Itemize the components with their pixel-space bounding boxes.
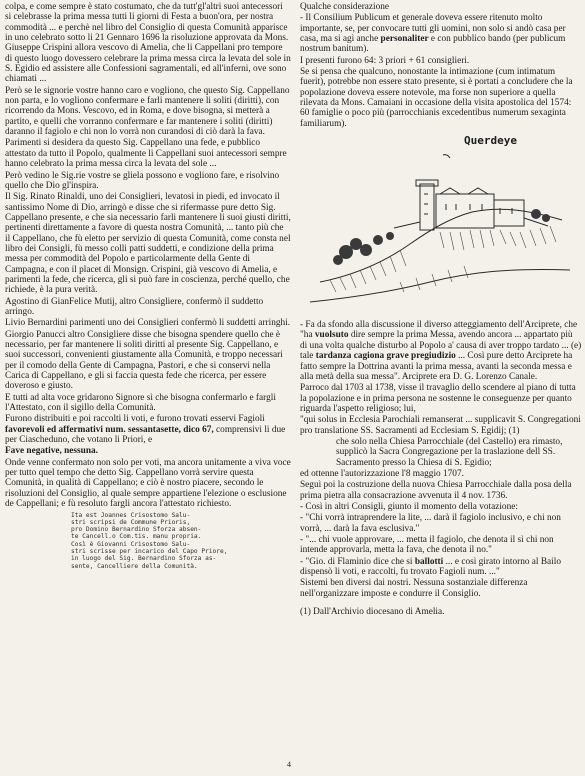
right-paragraph-5: Parroco dal 1703 al 1738, visse il travaglio dello scendere al piano di tutta la popolazione e in prima persona ne sostenne le conseguenze per quanto riguarda l'aspetto religioso; lui, [300, 383, 576, 414]
p1-bold: personaliter [380, 34, 429, 45]
footnote-line: stri scrisse per incarico del Capo Priore, [71, 547, 228, 555]
vote-bold: favorevoli ed affermativi num. sessantasette, dico 67, [5, 424, 214, 435]
left-paragraph-4: Però vedino le Sig.rie vostre se gliela possono e vogliono fare, e risolvino quello che Dio gl'inspira. [5, 170, 280, 191]
vote-rest: comprensivi li due per Ciascheduno, che votano li Priori, e [5, 424, 286, 446]
vote-quote-3 [300, 557, 582, 578]
notary-footnote [71, 512, 291, 570]
closing-paragraph: Onde venne confermato non solo per voti, ma ancora unitamente a viva voce per tutto quel tempo che detto Sig. Cappellano vorrà servire questa Comunità, in qualità di Cappellano; e ciò è nostro piacere, secondo le risoluzioni del Consiglio, al quale sempre appartiene l'elezione o esclusione de Cappellani; e fù resoluto fargli ancora l'attestato richiesto. [5, 457, 291, 510]
left-paragraph-2: Però se le signorie vostre hanno caro e vogliono, che questo Sig. Cappellano non parta, e lo vogliono confermare e farli mantenere li soliti (diritti), con ricorrendo da Mons. Vescovo, ed in Roma, e dove bisogna, si metterà a partito, e quelli che vorranno confermare e far mantenere i soliti (diritti) daranno il fagiolo e chi non lo vorrà non curandosi di ciò darà la fava. [5, 85, 290, 138]
footnote-line: pro Domino Bernardino Sforza absen- [71, 526, 202, 534]
p4-a: - Fa da sfondo alla discussione il diverso atteggiamento dell'Arciprete, che "ha [300, 320, 578, 341]
translation-quote: che solo nella Chiesa Parrocchiale (del Castello) era rimasto, supplicò la Sacra Congregazione per la traslazione dell SS. Sacramento presso la Chiesa di S. Egidio; [336, 436, 563, 468]
left-column [5, 2, 291, 570]
left-paragraph-9: E tutti ad alta voce gridarono Signore sì che bisogna confermarlo e fargli l'Attestato, con il sigillo della Comunità. [5, 392, 276, 414]
sketch-caption: Querdeye [464, 134, 517, 148]
castle-drawing [300, 132, 582, 316]
p4-c: dire sempre la prima Messa, avendo ancora ... appartato più di una volta qualche disturbo al Popolo a' causa di aver troppo tardato ... (e) tale [300, 330, 582, 362]
section-heading: Qualche considerazione [300, 2, 390, 12]
footnote-line: Ita est Joannes Crisostomo Salu- [71, 511, 191, 519]
p4-bold-2: tardanza cagiona grave pregiudizio [315, 351, 456, 362]
right-paragraph-9: Seguì poi la costruzione della nuova Chiesa Parrocchiale dalla posa della prima pietra alla consacrazione avvenuta il 4 nov. 1736. [300, 480, 572, 501]
right-paragraph-8: ed ottenne l'autorizzazione l'8 maggio 1707. [300, 468, 464, 479]
right-paragraph-3: Se si pensa che qualcuno, nonostante la intimazione (cum intimatum fuerit), potrebbe non essere stato presente, si è portati a concludere che la popolazione doveva essere notevole, ma forse non superiore a quella rilevata da Mons. Camaiani in occasione della visita apostolica del 1574: 60 famiglie o poco più (parrocchianis excedentibus numerum sexaginta familiarum). [300, 67, 573, 129]
vote-quote-2: - "... chi vuole approvare, ... metta il fagiolo, che denota il sì chi non intende approvarla, metta la fava, che denota il no." [300, 535, 554, 556]
left-paragraph-6: Agostino di GianFelice Mutij, altro Consigliere, confermò il suddetto arringo. [5, 296, 264, 317]
footnote-line: stri scripsi de Commune Prioris, [71, 518, 191, 526]
footnote-line: Così è Giovanni Crisostomo Salu- [71, 540, 191, 548]
p4-bold-1: vuolsuto [314, 330, 349, 341]
q3-a: - "Gio. di Flaminio dice che si [300, 556, 415, 567]
right-paragraph-10: - Così in altri Consigli, giunto il momento della votazione: [300, 501, 518, 512]
right-paragraph-2: I presenti furono 64: 3 priori + 61 consiglieri. [300, 55, 470, 66]
archive-footnote: (1) Dall'Archivio diocesano di Amelia. [300, 607, 445, 618]
latin-quote: "qui solus in Ecclesia Parochiali remanserat ... supplicavit S. Congregationi pro translatione SS. Sacramenti ad Ecclesiam S. Egidij; (1) [300, 415, 581, 436]
right-paragraph-1 [300, 13, 582, 54]
left-paragraph-1: colpa, e come sempre è stato costumato, che da tutt'gl'altri suoi antecessori si celebrasse la prima messa tutti li giorni di Festa a buon'ora, per nostra commodità ... e perchè nel libro del Consiglio di questa Comunità apparisce in uno celebrato sotto li 21 Gennaro 1696 la risoluzione approvata da Mons. Giuseppe Crispini allora vescovo di Amelia, che li Cappellani pro tempore di questo luogo dovessero celebrare la prima messa circa la levata del sole in S. Egidio ed assistere alle Confessioni sagramentali, ed all'inferni, ove sono chiamati ... [5, 2, 291, 85]
footnote-line: in luogo del Sig. Bernardino Sforza as- [71, 555, 217, 563]
page-number: 4 [287, 760, 291, 769]
left-paragraph-5: Il Sig. Rinato Rinaldi, uno dei Consiglieri, levatosi in piedi, ed invocato il santissimo Nome di Dio, arringò e disse che si rifermasse pure detto Sig. Cappellano presente, e che sia necessario farli mantenere li suoi giusti diritti, pertinenti direttamente a favore di questa nostra Comunità, ... tanto più che il Cappellano, che fù eletto per servizio di questa Comunità, come consta nel libro dei Consigli, fù messo colli patti suddetti, e condizione della prima messa per commodità del Popolo e particolarmente della Gente di Campagna, e con il placet di Monsign. Crispini, già vescovo di Amelia, e parimenti la fede, che ricerca, gli si può fare in coscienza, perché quello, che richiede, è la pura verità. [5, 192, 291, 296]
fave-line: Fave negative, nessuna. [5, 446, 98, 457]
left-paragraph-7: Livio Bernardini parimenti uno dei Consiglieri confermò li suddetti arringhi. [5, 318, 291, 329]
p1-rest: e con pubblico bando (per publicum nostrum banitum). [300, 34, 566, 55]
p4-d: ... Così pure detto Arciprete ha fatto sempre la Dottrina avanti la prima messa, avanti la seconda messa e alla metà della sua messa". Arciprete era D. G. Lorenzo Canale. [300, 351, 573, 382]
p1-text: - Il Consilium Publicum et generale doveva essere ritenuto molto importante, se, per convocare tutti gli uomini, non solo si andò casa per casa, ma si agì anche [300, 13, 566, 45]
left-paragraph-3: Parimenti si desidera da questo Sig. Cappellano una fede, e pubblico attestato da tutto il Popolo, qualmente li Cappellani suoi antecessori sempre hanno celebrato la prima messa circa la levata del sole ... [5, 138, 287, 170]
right-column [300, 2, 582, 618]
right-paragraph-11: Sistemi ben diversi dai nostri. Nessuna sostanziale differenza nell'organizzare imposte e condurre il Consiglio. [300, 578, 528, 599]
left-paragraph-8: Giorgio Panucci altro Consigliere disse che bisogna spendere quello che è necessario, per far mantenere li soliti diritti al presente Sig. Cappellano, e suoi successori, convenienti giustamente alla Comunità, e troppo necessari per il comodo della Gente di Campagna, Pastori, e che si conservi nella Carica di Cappellano, e gli si faccia questa fede che ricerca, per essere doveroso e giusto. [5, 329, 283, 392]
right-paragraph-4 [300, 320, 582, 382]
castle-sketch [300, 132, 582, 316]
q3-c: ... e così girato intorno al Bailo dispensò li voti, e raccolti, fu trovato Fagioli num. ..." [300, 556, 561, 578]
vote-intro: Furono distribuiti e poi raccolti li voti, e furono trovati esservi Fagioli [5, 414, 265, 425]
footnote-line: te Cancell.o Com.tis. manu propria. [71, 533, 202, 541]
footnote-line: sente, Cancelliere della Comunità. [71, 562, 198, 570]
vote-result [5, 414, 291, 445]
vote-quote-1: - "Chi vorrà intraprendere la lite, ... darà il fagiolo inclusivo, e chi non vorrà, ... darà la fava esclusiva." [300, 513, 561, 534]
q3-bold: ballotti [414, 556, 444, 567]
